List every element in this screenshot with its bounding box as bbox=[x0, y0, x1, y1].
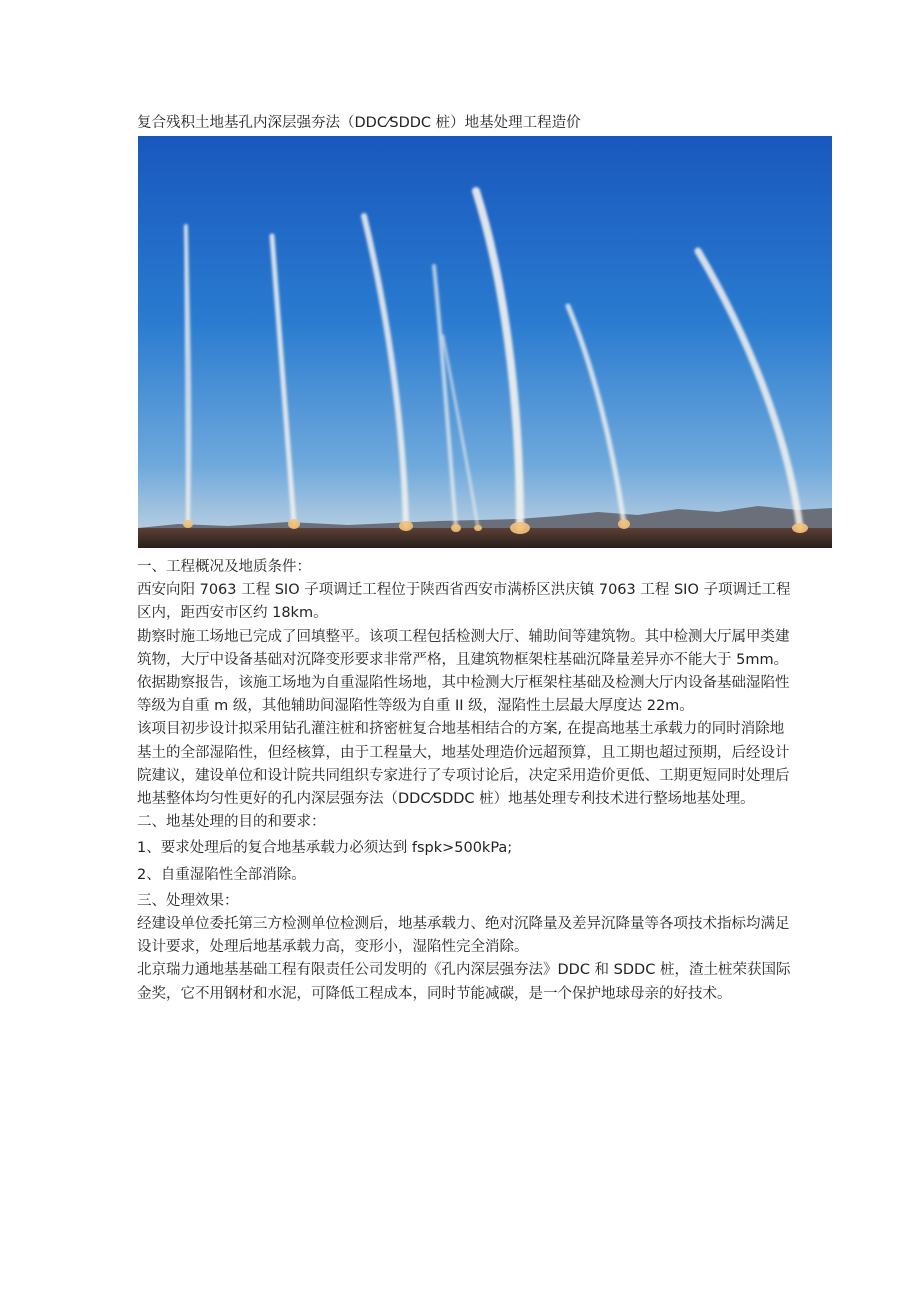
section-heading: 二、地基处理的目的和要求： bbox=[137, 814, 326, 831]
paragraph: 北京瑞力通地基基础工程有限责任公司发明的《孔内深层强夯法》DDC 和 SDDC 桩，渣土桩荣获国际金奖，它不用钢材和水泥，可降低工程成本，同时节能减碳，是一个保护地球母亲的好技术。 bbox=[137, 962, 791, 1002]
paragraph: 依据勘察报告，该施工场地为自重湿陷性场地，其中检测大厅框架柱基础及检测大厅内设备基础湿陷性等级为自重 m 级，其他辅助间湿陷性等级为自重 II 级，湿陷性土层最大厚度达 22m。 bbox=[137, 675, 790, 715]
paragraph: 经建设单位委托第三方检测单位检测后，地基承载力、绝对沉降量及差异沉降量等各项技术指标均满足设计要求，处理后地基承载力高，变形小，湿陷性完全消除。 bbox=[137, 916, 790, 956]
document-body bbox=[137, 556, 797, 1006]
section-heading: 一、工程概况及地质条件： bbox=[137, 559, 311, 575]
paragraph: 该项目初步设计拟采用钻孔灌注桩和挤密桩复合地基相结合的方案, 在提高地基土承载力的同时消除地基土的全部湿陷性，但经核算，由于工程量大，地基处理造价远超预算，且工期也超过预期，后经设计院建议，建设单位和设计院共同组织专家进行了专项讨论后，决定采用造价更低、工期更短同时处理后地基整体均匀性更好的孔内深层强夯法（DDC⁄SDDC 桩）地基处理专利技术进行整场地基处理。 bbox=[137, 721, 790, 808]
list-item: 2、自重湿陷性全部消除。 bbox=[137, 866, 306, 883]
paragraph: 勘察时施工场地已完成了回填整平。该项工程包括检测大厅、辅助间等建筑物。其中检测大厅属甲类建筑物，大厅中设备基础对沉降变形要求非常严格，且建筑物框架柱基础沉降量差异亦不能大于 5mm。 bbox=[137, 628, 790, 668]
section-heading: 三、处理效果： bbox=[137, 892, 239, 909]
list-item: 1、要求处理后的复合地基承载力必须达到 fspk>500kPa; bbox=[137, 840, 513, 857]
document-title: 复合残积土地基孔内深层强夯法（DDC⁄SDDC 桩）地基处理工程造价 bbox=[137, 115, 581, 131]
rocket-launch-photo-icon bbox=[138, 136, 832, 548]
paragraph: 西安向阳 7063 工程 SIO 子项调迁工程位于陕西省西安市满桥区洪庆镇 7063 工程 SIO 子项调迁工程区内，距西安市区约 18km。 bbox=[137, 582, 791, 622]
